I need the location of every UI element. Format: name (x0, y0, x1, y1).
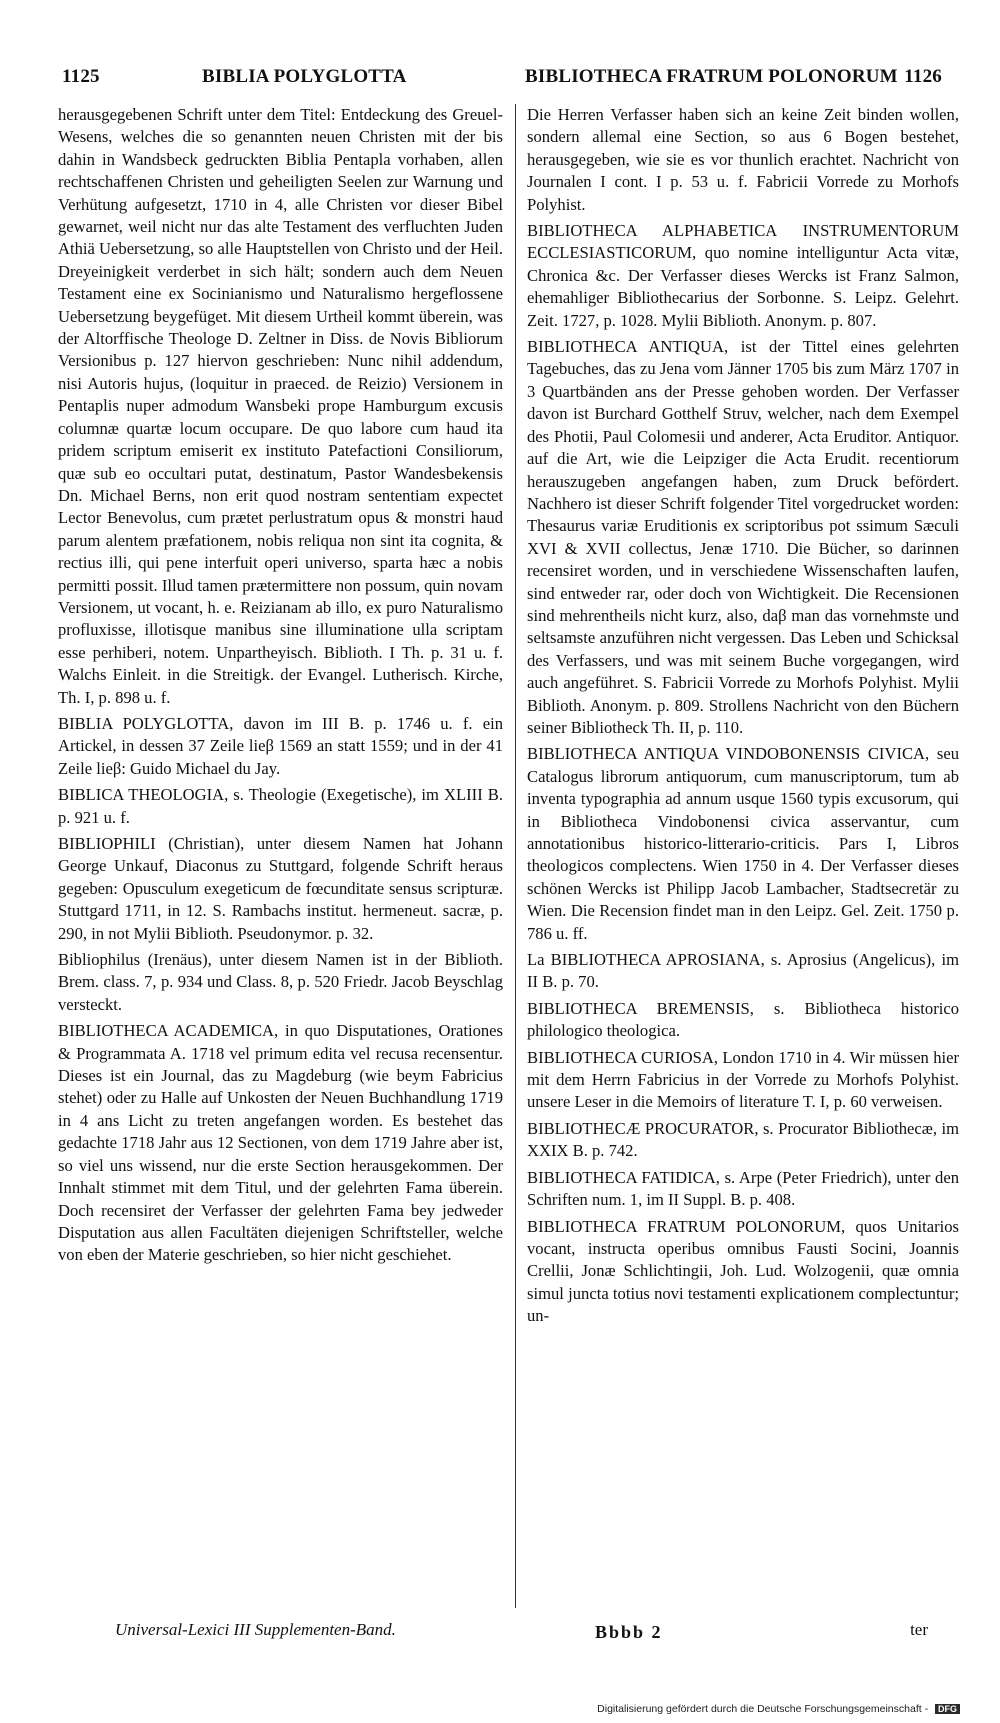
right-entry: Die Herren Verfasser haben sich an keine Zeit binden wollen, sondern allemal eine Section, so aus 6 Bogen bestehet, herausgegeben, wie sie es vor thunlich erachtet. Nachricht von Journalen I cont. I p. 53 u. f. Fabricii Vorrede zu Morhofs Polyhist. (527, 105, 959, 214)
credit-text: Digitalisierung gefördert durch die Deutsche Forschungsgemeinschaft - (597, 1703, 929, 1715)
column-divider (515, 104, 516, 1608)
right-entry: BIBLIOTHECA FATIDICA, s. Arpe (Peter Friedrich), unter den Schriften num. 1, im II Suppl. B. p. 408. (527, 1167, 959, 1210)
right-page-number: 1126 (904, 66, 942, 87)
printer-signature: Bbbb 2 (595, 1622, 663, 1642)
dfg-logo: DFG (935, 1704, 960, 1714)
left-running-title: BIBLIA POLYGLOTTA (202, 66, 407, 87)
volume-footer: Universal-Lexici III Supplementen-Band. (115, 1620, 396, 1639)
left-entry: BIBLIOPHILI (Christian), unter diesem Namen hat Johann George Unkauf, Diaconus zu Stuttgard, folgende Schrift heraus gegeben: Opusculum exegeticum de fœcunditate sensus scripturæ. Stuttgard 1711, in 12. S. Rambachs institut. hermeneut. sacræ, p. 290, in not Mylii Biblioth. Pseudonymor. p. 32. (58, 834, 503, 943)
right-entry: BIBLIOTHECA ANTIQUA VINDOBONENSIS CIVICA, seu Catalogus librorum antiquorum, cum manuscriptorum, tum ab inventa typographia ad annum usque 1560 typis excusorum, qui in Bibliotheca Vindobonensi civica asservantur, cum annotationibus historico-litterario-criticis. Pars I, Libros theologicos complectens. Wien 1750 in 4. Der Verfasser dieses schönen Wercks ist Philipp Jacob Lambacher, Stadtsecretär zu Wien. Die Recension findet man in den Leipz. Gel. Zeit. 1750 p. 786 u. ff. (527, 744, 959, 943)
left-entry: Bibliophilus (Irenäus), unter diesem Namen ist in der Biblioth. Brem. class. 7, p. 934 und Class. 8, p. 520 Friedr. Jacob Beyschlag versteckt. (58, 950, 503, 1014)
left-entry: BIBLICA THEOLOGIA, s. Theologie (Exegetische), im XLIII B. p. 921 u. f. (58, 785, 503, 827)
right-entry: BIBLIOTHECA BREMENSIS, s. Bibliotheca historico philologico theologica. (527, 998, 959, 1041)
left-entry: herausgegebenen Schrift unter dem Titel: Entdeckung des Greuel-Wesens, welches die so genannten neuen Christen mit der bis dahin in Wandsbeck gedruckten Biblia Pentapla vorhaben, allen rechtschaffenen Christen und geheiligten Seelen zur Warnung und Verhütung aufgesetzt, 1710 in 4, alle Christen vor dieser Bibel gewarnet, weil nicht nur das alte Testament des verfluchten Juden Athiä Uebersetzung, so alle Hauptstellen von Christo und der Heil. Dreyeinigkeit verderbet in sich hält; sondern auch dem Neuen Testament eine ex Socinianismo und Naturalismo hergeflossene Uebersetzung beygefüget. Mit diesem Urtheil kommt überein, was der Altorffische Theologe D. Zeltner in Diss. de Novis Bibliorum Versionibus p. 127 hiervon geschrieben: Nunc nihil addendum, nisi Autoris hujus, (loquitur in praeced. de Reizio) Versionem in Pentaplis nuper admodum Wansbeki prope Hamburgum excusis columnæ quartæ locum occupare. De quo labore cum haud ita pridem scriptum emiserit ex instituto Patefactioni Consiliorum, quæ sub eo occultari putat, destinatum, Pastor Wandesbekensis Dn. Michael Berns, non erit quod nostram sententiam expectet Lector Benevolus, cum prætet perlustratum opus & monstri haud parum alentem præfationem, nobis reliqua non sint ita cognita, & rectius illi, qui pene interfuit operi universo, sparta hæc a nobis permitti possit. Illud tamen prætermittere non possum, quin novam Versionem, ut vocant, h. e. Reizianam ab illo, ex puro Naturalismo profluxisse, illotisque manibus sine illuminatione ulla scriptam esse perhiberi, notem. Unpartheyisch. Biblioth. I Th. p. 31 u. f. Walchs Einleit. in die Streitigk. der Evangel. Lutherisch. Kirche, Th. I, p. 898 u. f. (58, 105, 503, 707)
right-entry: BIBLIOTHECA ANTIQUA, ist der Tittel eines gelehrten Tagebuches, das zu Jena vom Jänner 1705 bis zum März 1707 in 3 Quartbänden ans der Presse gehoben worden. Der Verfasser davon ist Burchard Gotthelf Struv, welcher, nach dem Exempel des Photii, Paul Colomesii und anderer, Acta Eruditor. Antiquor. auf die Art, wie die Leipziger die Acta Erudit. recentiorum herauszugeben angefangen haben, zum Druck befördert. Nachhero ist dieser Schrift folgender Titel vorgedrucket worden: Thesaurus variæ Eruditionis ex scriptoribus pot ssimum Sæculi XVI & XVII collectus, Jenæ 1710. Die Bücher, so darinnen recensiret worden, und in verschiedene Wissenschaften laufen, sind entweder rar, oder doch von Wichtigkeit. Die Recensionen sind mehrentheils nicht kurz, also, daβ man das vornehmste und seltsamste anzuführen nicht vergessen. Das Leben und Schicksal des Verfassers, und was mit seinem Buche vorgegangen, wird auch angeführet. S. Fabricii Vorrede zu Morhofs Polyhist. Mylii Biblioth. Anonym. p. 809. Strollens Nachricht von den Büchern seiner Bibliotheck Th. II, p. 110. (527, 337, 959, 737)
left-entry: BIBLIOTHECA ACADEMICA, in quo Disputationes, Orationes & Programmata A. 1718 vel primum edita vel recusa recensentur. Dieses ist ein Journal, das zu Magdeburg (wie beym Fabricius stehet) oder zu Halle auf Unkosten der Neuen Buchhandlung 1719 in 4 ans Licht zu treten angefangen worden. Es bestehet das gedachte 1718 Jahr aus 12 Sectionen, von dem 1719 Jahre aber ist, so viel uns wissend, nur die erste Section herausgekommen. Der Innhalt stimmet mit dem Titul, und der gelehrten Fama überein. Doch recensiret der Verfasser der gelehrten Fama bey jedweder Disputation aus allen Facultäten diejenigen Schriftsteller, welche von eben der Materie geschrieben, so hier nicht geschiehet. (58, 1021, 503, 1265)
right-entry: BIBLIOTHECA FRATRUM POLONORUM, quos Unitarios vocant, instructa operibus omnibus Fausti Socini, Joannis Crellii, Jonæ Schlichtingii, Joh. Lud. Wolzogenii, quæ omnia simul juncta totius novi testamenti explicationem complectuntur; un- (527, 1216, 959, 1326)
right-entry: La BIBLIOTHECA APROSIANA, s. Aprosius (Angelicus), im II B. p. 70. (527, 950, 959, 992)
left-column (58, 104, 503, 1635)
right-entry: BIBLIOTHECÆ PROCURATOR, s. Procurator Bibliothecæ, im XXIX B. p. 742. (527, 1118, 959, 1161)
page-header (62, 62, 942, 96)
right-running-title: BIBLIOTHECA FRATRUM POLONORUM (525, 66, 898, 87)
digitization-credit (597, 1703, 960, 1715)
catchword: ter (910, 1620, 928, 1639)
right-column (527, 104, 959, 1635)
left-page-number: 1125 (62, 66, 100, 87)
right-entry: BIBLIOTHECA CURIOSA, London 1710 in 4. Wir müssen hier mit dem Herrn Fabricius in der Vorrede zu Morhofs Polyhist. unsere Leser in die Memoirs of literature T. I, p. 60 verweisen. (527, 1047, 959, 1112)
right-entry: BIBLIOTHECA ALPHABETICA INSTRUMENTORUM ECCLESIASTICORUM, quo nomine intelliguntur Acta vitæ, Chronica &c. Der Verfasser dieses Wercks ist Franz Salmon, ehemahliger Bibliothecarius der Sorbonne. S. Leipz. Gelehrt. Zeit. 1727, p. 1028. Mylii Biblioth. Anonym. p. 807. (527, 221, 959, 330)
left-entry: BIBLIA POLYGLOTTA, davon im III B. p. 1746 u. f. ein Artickel, in dessen 37 Zeile lieβ 1569 an statt 1559; und in der 41 Zeile lieβ: Guido Michael du Jay. (58, 713, 503, 778)
